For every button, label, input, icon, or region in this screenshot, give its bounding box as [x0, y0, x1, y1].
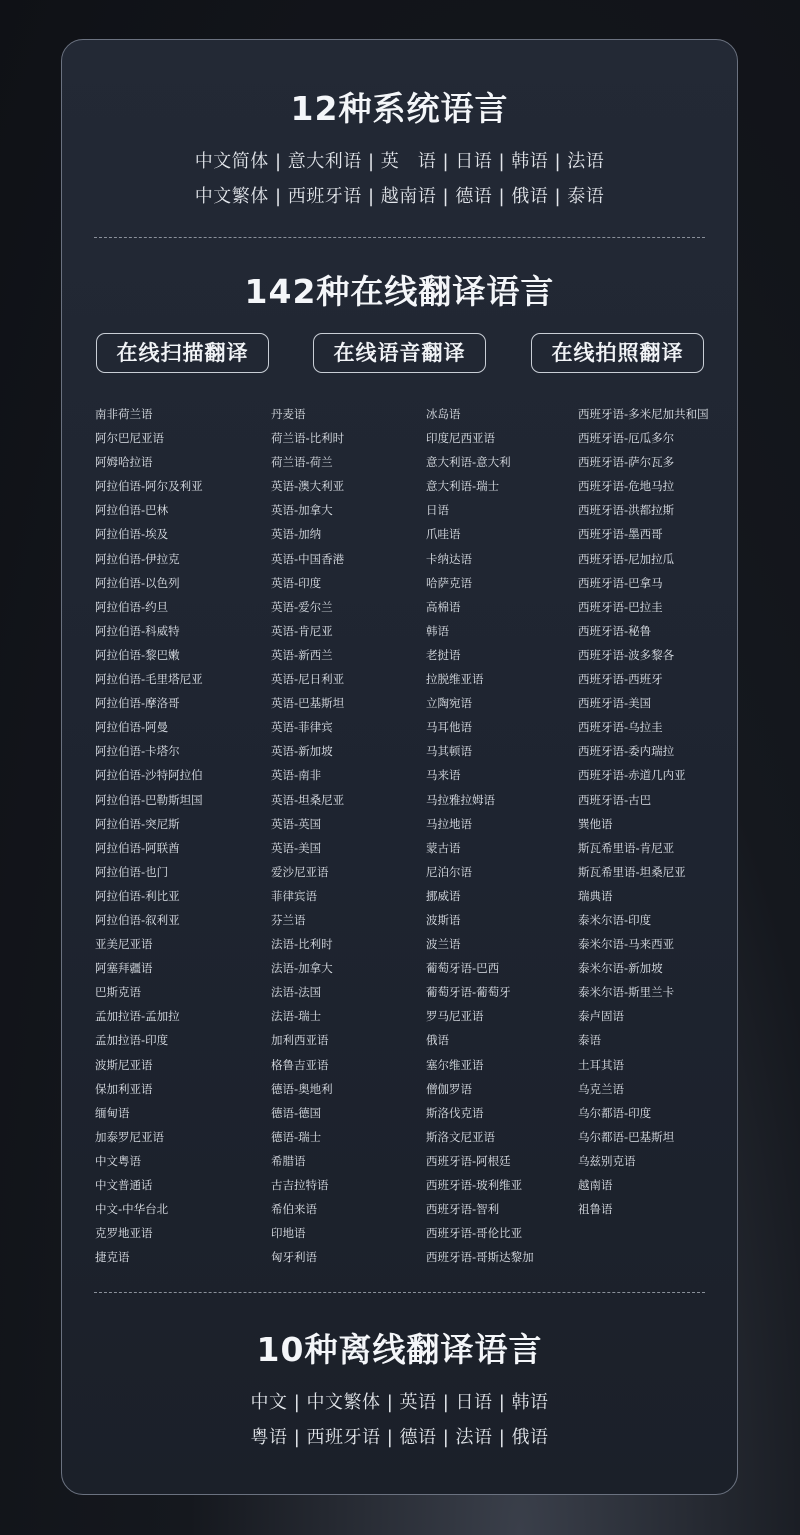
language-item: 波兰语 — [426, 937, 461, 952]
language-item: 日语 — [426, 503, 449, 518]
language-item: 泰米尔语-马来西亚 — [578, 937, 675, 952]
language-item: 祖鲁语 — [578, 1202, 613, 1217]
language-item: 韩语 — [426, 623, 449, 638]
language-column-2 — [271, 402, 344, 1269]
language-item: 泰米尔语-新加坡 — [578, 961, 663, 976]
language-item: 西班牙语-古巴 — [578, 792, 652, 807]
section-divider — [94, 237, 705, 238]
language-item: 阿拉伯语-黎巴嫩 — [95, 647, 180, 662]
language-column-3 — [426, 402, 534, 1269]
language-item: 法语-法国 — [271, 985, 322, 1000]
language-item: 英语-菲律宾 — [271, 720, 333, 735]
language-item: 印度尼西亚语 — [426, 431, 495, 446]
language-item: 西班牙语-萨尔瓦多 — [578, 455, 675, 470]
language-item: 荷兰语-比利时 — [271, 431, 345, 446]
language-item: 德语-瑞士 — [271, 1129, 322, 1144]
language-item: 孟加拉语-孟加拉 — [95, 1009, 180, 1024]
language-item: 希腊语 — [271, 1153, 306, 1168]
language-item: 古吉拉特语 — [271, 1178, 329, 1192]
language-item: 斯瓦希里语-坦桑尼亚 — [578, 864, 686, 879]
language-item: 土耳其语 — [578, 1057, 624, 1072]
system-languages-line-2: 中文繁体 | 西班牙语 | 越南语 | 德语 | 俄语 | 泰语 — [194, 186, 605, 207]
language-item: 蒙古语 — [426, 840, 461, 855]
language-item: 菲律宾语 — [271, 888, 317, 903]
language-item: 立陶宛语 — [426, 696, 472, 711]
language-item: 阿拉伯语-巴勒斯坦国 — [95, 792, 203, 807]
language-item: 克罗地亚语 — [95, 1226, 153, 1241]
language-item: 泰卢固语 — [578, 1009, 624, 1024]
language-item: 斯洛伐克语 — [426, 1105, 484, 1120]
language-item: 加泰罗尼亚语 — [95, 1129, 164, 1144]
language-item: 葡萄牙语-巴西 — [426, 961, 500, 976]
language-item: 捷克语 — [95, 1250, 130, 1265]
language-item: 德语-德国 — [271, 1105, 322, 1120]
language-item: 斯洛文尼亚语 — [426, 1129, 495, 1144]
language-item: 英语-肯尼亚 — [271, 623, 333, 638]
language-item: 乌尔都语-印度 — [578, 1105, 652, 1120]
language-item: 西班牙语-西班牙 — [578, 672, 663, 687]
language-item: 亚美尼亚语 — [95, 937, 153, 952]
language-item: 西班牙语-秘鲁 — [578, 623, 652, 638]
offline-languages-title: 10种离线翻译语言 — [256, 1330, 543, 1369]
language-item: 意大利语-意大利 — [426, 455, 511, 470]
language-item: 英语-美国 — [271, 840, 322, 855]
language-item: 法语-加拿大 — [271, 961, 333, 976]
language-item: 阿拉伯语-巴林 — [95, 503, 169, 518]
language-item: 英语-英国 — [271, 816, 322, 831]
language-item: 匈牙利语 — [271, 1250, 317, 1265]
language-item: 罗马尼亚语 — [426, 1009, 484, 1024]
language-item: 冰岛语 — [426, 407, 461, 421]
language-item: 英语-坦桑尼亚 — [271, 792, 345, 807]
language-item: 阿拉伯语-突尼斯 — [95, 816, 180, 831]
language-item: 西班牙语-巴拿马 — [578, 575, 663, 590]
language-item: 阿拉伯语-卡塔尔 — [95, 744, 180, 759]
language-item: 西班牙语-巴拉圭 — [578, 599, 663, 614]
language-card — [61, 39, 738, 1495]
language-item: 西班牙语-哥伦比亚 — [426, 1226, 523, 1241]
language-item: 老挝语 — [426, 647, 461, 662]
language-item: 爪哇语 — [426, 527, 461, 542]
language-item: 西班牙语-尼加拉瓜 — [578, 551, 675, 566]
system-languages-line-1: 中文简体 | 意大利语 | 英 语 | 日语 | 韩语 | 法语 — [194, 151, 605, 172]
language-item: 阿拉伯语-埃及 — [95, 527, 169, 542]
language-item: 英语-加纳 — [271, 527, 322, 542]
language-item: 乌兹别克语 — [578, 1153, 636, 1168]
language-item: 英语-澳大利亚 — [271, 479, 345, 494]
language-column-4 — [578, 402, 709, 1221]
offline-languages-line-1: 中文 | 中文繁体 | 英语 | 日语 | 韩语 — [250, 1392, 549, 1413]
language-item: 瑞典语 — [578, 888, 613, 903]
language-item: 南非荷兰语 — [95, 407, 153, 421]
language-item: 阿拉伯语-阿尔及利亚 — [95, 479, 203, 494]
language-item: 西班牙语-美国 — [578, 696, 652, 711]
language-item: 阿拉伯语-阿联酋 — [95, 840, 180, 855]
offline-languages-line-2: 粤语 | 西班牙语 | 德语 | 法语 | 俄语 — [250, 1427, 549, 1448]
language-item: 波斯尼亚语 — [95, 1057, 153, 1072]
language-item: 阿拉伯语-以色列 — [95, 575, 180, 590]
language-item: 西班牙语-哥斯达黎加 — [426, 1250, 534, 1265]
language-item: 中文粤语 — [95, 1153, 141, 1168]
language-item: 西班牙语-洪都拉斯 — [578, 503, 675, 518]
language-item: 爱沙尼亚语 — [271, 864, 329, 879]
language-item: 阿拉伯语-科威特 — [95, 623, 180, 638]
language-item: 俄语 — [426, 1033, 449, 1048]
section-divider — [94, 1292, 705, 1293]
language-item: 越南语 — [578, 1178, 613, 1192]
language-item: 乌克兰语 — [578, 1081, 624, 1096]
language-item: 高棉语 — [426, 599, 461, 614]
language-item: 西班牙语-多米尼加共和国 — [578, 407, 709, 421]
language-item: 马其顿语 — [426, 744, 472, 759]
language-item: 西班牙语-危地马拉 — [578, 479, 675, 494]
language-item: 丹麦语 — [271, 407, 306, 421]
language-item: 阿塞拜疆语 — [95, 961, 153, 976]
language-item: 阿拉伯语-沙特阿拉伯 — [95, 768, 203, 783]
language-item: 阿拉伯语-约旦 — [95, 599, 169, 614]
language-item: 尼泊尔语 — [426, 864, 472, 879]
language-item: 拉脱维亚语 — [426, 672, 484, 687]
language-item: 马耳他语 — [426, 720, 472, 735]
language-item: 马拉地语 — [426, 816, 472, 831]
language-item: 泰语 — [578, 1033, 601, 1048]
language-item: 阿拉伯语-利比亚 — [95, 888, 180, 903]
online-languages-title: 142种在线翻译语言 — [244, 272, 555, 311]
language-item: 英语-巴基斯坦 — [271, 696, 345, 711]
language-item: 印地语 — [271, 1226, 306, 1241]
system-languages-title: 12种系统语言 — [290, 89, 509, 128]
language-item: 英语-南非 — [271, 768, 322, 783]
language-item: 希伯来语 — [271, 1202, 317, 1217]
language-item: 哈萨克语 — [426, 575, 472, 590]
language-item: 西班牙语-阿根廷 — [426, 1153, 511, 1168]
language-item: 阿拉伯语-阿曼 — [95, 720, 169, 735]
language-item: 英语-中国香港 — [271, 551, 345, 566]
language-item: 挪威语 — [426, 888, 461, 903]
language-item: 马拉雅拉姆语 — [426, 792, 495, 807]
language-item: 西班牙语-玻利维亚 — [426, 1178, 523, 1192]
language-item: 西班牙语-厄瓜多尔 — [578, 431, 675, 446]
language-item: 德语-奥地利 — [271, 1081, 333, 1096]
language-item: 泰米尔语-印度 — [578, 912, 652, 927]
language-item: 西班牙语-委内瑞拉 — [578, 744, 675, 759]
language-item: 法语-瑞士 — [271, 1009, 322, 1024]
language-item: 芬兰语 — [271, 912, 306, 927]
language-item: 乌尔都语-巴基斯坦 — [578, 1129, 675, 1144]
language-item: 西班牙语-波多黎各 — [578, 647, 675, 662]
language-item: 缅甸语 — [95, 1105, 130, 1120]
language-item: 荷兰语-荷兰 — [271, 455, 333, 470]
language-item: 泰米尔语-斯里兰卡 — [578, 985, 675, 1000]
language-item: 英语-新加坡 — [271, 744, 333, 759]
language-item: 阿拉伯语-摩洛哥 — [95, 696, 180, 711]
language-item: 阿尔巴尼亚语 — [95, 431, 164, 446]
language-item: 西班牙语-赤道几内亚 — [578, 768, 686, 783]
language-item: 西班牙语-乌拉圭 — [578, 720, 663, 735]
language-item: 阿拉伯语-叙利亚 — [95, 912, 180, 927]
language-item: 意大利语-瑞士 — [426, 479, 500, 494]
language-item: 马来语 — [426, 768, 461, 783]
language-item: 斯瓦希里语-肯尼亚 — [578, 840, 675, 855]
language-item: 阿姆哈拉语 — [95, 455, 153, 470]
language-item: 英语-尼日利亚 — [271, 672, 345, 687]
language-item: 英语-印度 — [271, 575, 322, 590]
language-item: 僧伽罗语 — [426, 1081, 472, 1096]
language-item: 波斯语 — [426, 912, 461, 927]
language-item: 卡纳达语 — [426, 551, 472, 566]
language-item: 塞尔维亚语 — [426, 1057, 484, 1072]
language-item: 巴斯克语 — [95, 985, 141, 1000]
language-item: 中文普通话 — [95, 1178, 153, 1192]
language-item: 中文-中华台北 — [95, 1202, 169, 1217]
language-item: 法语-比利时 — [271, 937, 333, 952]
online-photo-translate-badge: 在线拍照翻译 — [531, 333, 704, 373]
language-item: 格鲁吉亚语 — [271, 1057, 329, 1072]
language-item: 保加利亚语 — [95, 1081, 153, 1096]
language-item: 阿拉伯语-也门 — [95, 864, 169, 879]
language-column-1 — [95, 402, 203, 1269]
language-item: 英语-加拿大 — [271, 503, 333, 518]
language-item: 阿拉伯语-毛里塔尼亚 — [95, 672, 203, 687]
language-item: 孟加拉语-印度 — [95, 1033, 169, 1048]
language-item: 葡萄牙语-葡萄牙 — [426, 985, 511, 1000]
language-item: 巽他语 — [578, 816, 613, 831]
language-item: 西班牙语-智利 — [426, 1202, 500, 1217]
language-item: 英语-爱尔兰 — [271, 599, 333, 614]
language-item: 英语-新西兰 — [271, 647, 333, 662]
online-voice-translate-badge: 在线语音翻译 — [313, 333, 486, 373]
language-item: 阿拉伯语-伊拉克 — [95, 551, 180, 566]
language-item: 西班牙语-墨西哥 — [578, 527, 663, 542]
language-item: 加利西亚语 — [271, 1033, 329, 1048]
online-scan-translate-badge: 在线扫描翻译 — [96, 333, 269, 373]
